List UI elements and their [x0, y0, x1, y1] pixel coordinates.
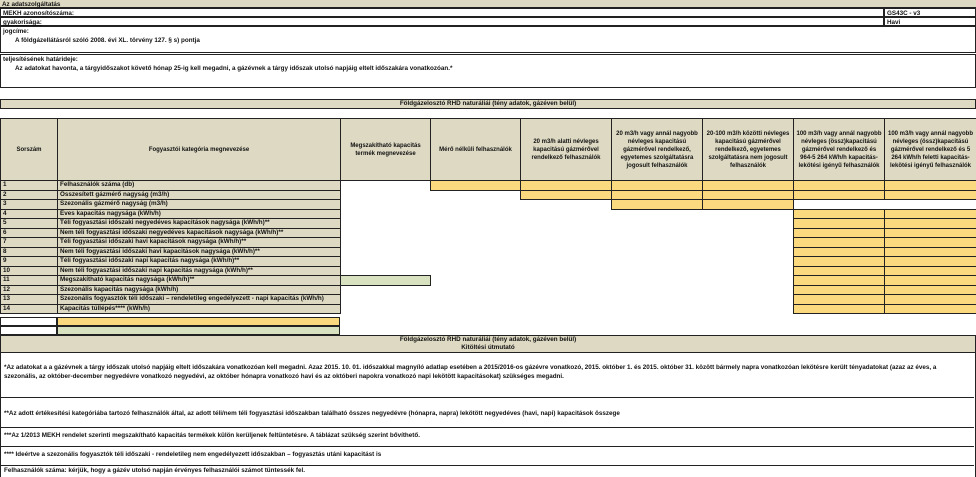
input-cell[interactable]	[612, 190, 703, 200]
empty-cell	[341, 181, 431, 191]
row-number: 4	[1, 209, 58, 219]
row-category-name: Megszakítható kapacitás nagysága (kWh/h)**	[58, 276, 341, 286]
guide-notes	[0, 353, 976, 477]
column-header-6: 20-100 m3/h közötti névleges kapacitású gázmérővel rendelkező, egyetemes szolgáltatásra nem jogosult felhasználók	[703, 119, 794, 181]
column-header-0: Sorszám	[1, 119, 58, 181]
empty-cell	[521, 200, 612, 210]
row-category-name: Téli fogyasztási időszaki napi kapacitás nagysága (kWh/h)**	[58, 257, 341, 267]
deadline-box	[0, 54, 976, 88]
empty-cell	[703, 266, 794, 276]
input-cell[interactable]	[885, 219, 976, 229]
empty-cell	[612, 238, 703, 248]
empty-cell	[703, 238, 794, 248]
capacity-table	[0, 118, 976, 314]
empty-cell	[612, 276, 703, 286]
empty-cell	[703, 219, 794, 229]
empty-cell	[612, 257, 703, 267]
input-cell[interactable]	[703, 200, 794, 210]
empty-cell	[431, 266, 521, 276]
empty-cell	[521, 209, 612, 219]
empty-cell	[341, 285, 431, 295]
column-header-5: 20 m3/h vagy annál nagyobb névleges kapacitású gázmérővel rendelkező, egyetemes szolgáltatásra jogosult felhasználók	[612, 119, 703, 181]
input-cell[interactable]	[431, 181, 521, 191]
empty-cell	[341, 266, 431, 276]
row-number: 10	[1, 266, 58, 276]
table-row	[1, 228, 976, 238]
input-cell[interactable]	[521, 190, 612, 200]
deadline-label: teljesítésének határideje:	[3, 56, 78, 63]
input-cell[interactable]	[885, 295, 976, 305]
table-row	[1, 295, 976, 305]
empty-cell	[341, 190, 431, 200]
empty-cell	[612, 295, 703, 305]
empty-cell	[703, 228, 794, 238]
empty-cell	[431, 190, 521, 200]
empty-cell	[431, 219, 521, 229]
empty-cell	[703, 276, 794, 286]
empty-cell	[521, 238, 612, 248]
empty-cell	[341, 209, 431, 219]
input-cell[interactable]	[794, 209, 885, 219]
table-row	[1, 190, 976, 200]
empty-cell	[703, 304, 794, 314]
empty-cell	[341, 228, 431, 238]
input-cell[interactable]	[794, 219, 885, 229]
input-cell[interactable]	[612, 200, 703, 210]
extra-input-cell-2[interactable]	[57, 326, 340, 335]
extra-num-cell-2[interactable]	[0, 326, 57, 335]
input-cell[interactable]	[794, 266, 885, 276]
empty-cell	[703, 257, 794, 267]
input-cell[interactable]	[885, 266, 976, 276]
deadline-text: Az adatokat havonta, a tárgyidőszakot követő hónap 25-ig kell megadni, a gázévnek a tárgy időszak utolsó napjáig eltelt időszakára vonatkozóan.*	[15, 65, 453, 72]
empty-cell	[612, 304, 703, 314]
row-number: 11	[1, 276, 58, 286]
column-header-8: 100 m3/h vagy annál nagyobb névleges (össz)kapacitású gázmérővel rendelkező és 5 264 kWh/h feletti kapacitás-lekötési igényű felhasználók	[885, 119, 976, 181]
guide-note-3: ***Az 1/2013 MEKH rendelet szerinti megszakítható kapacitás termékek külön kerüljenek feltüntetésre. A táblázat szükség szerint bővíthető.	[4, 432, 420, 439]
empty-cell	[341, 304, 431, 314]
input-cell[interactable]	[794, 295, 885, 305]
empty-cell	[794, 200, 885, 210]
empty-cell	[431, 276, 521, 286]
empty-cell	[612, 266, 703, 276]
empty-cell	[703, 295, 794, 305]
row-category-name: Téli fogyasztási időszaki negyedéves kapacitások nagysága (kWh/h)**	[58, 219, 341, 229]
empty-cell	[521, 247, 612, 257]
input-cell[interactable]	[521, 181, 612, 191]
mekh-value: GS43C - v3	[884, 8, 976, 17]
empty-cell	[612, 209, 703, 219]
input-cell[interactable]	[885, 257, 976, 267]
guide-subtitle: Kitöltési útmutató	[461, 344, 515, 351]
input-cell[interactable]	[885, 238, 976, 248]
empty-cell	[521, 219, 612, 229]
row-category-name: Szezonális fogyasztók téli időszaki – rendeletileg engedélyezett - napi kapacitás (kWh/h)	[58, 295, 341, 305]
row-number: 8	[1, 247, 58, 257]
legal-label: jogcíme:	[3, 28, 29, 35]
row-category-name: Nem téli fogyasztási időszaki negyedéves kapacitások nagysága (kWh/h)**	[58, 228, 341, 238]
row-number: 12	[1, 285, 58, 295]
empty-cell	[341, 247, 431, 257]
input-cell[interactable]	[794, 181, 885, 191]
table-row	[1, 247, 976, 257]
empty-cell	[521, 304, 612, 314]
column-header-4: 20 m3/h alatti névleges kapacitású gázmérővel rendelkező felhasználók	[521, 119, 612, 181]
empty-cell	[341, 219, 431, 229]
input-cell[interactable]	[885, 285, 976, 295]
empty-cell	[612, 228, 703, 238]
guide-title: Földgázelosztó RHD naturáliái (tény adatok, gázéven belül)	[399, 336, 577, 343]
input-cell[interactable]	[341, 276, 431, 286]
input-cell[interactable]	[794, 285, 885, 295]
row-number: 3	[1, 200, 58, 210]
empty-cell	[431, 238, 521, 248]
mekh-label: MEKH azonosítószáma:	[0, 8, 884, 17]
section-title: Az adatszolgáltatás	[0, 0, 976, 8]
input-cell[interactable]	[794, 304, 885, 314]
row-category-name: Éves kapacitás nagysága (kWh/h)	[58, 209, 341, 219]
row-number: 14	[1, 304, 58, 314]
empty-cell	[341, 295, 431, 305]
table-row	[1, 238, 976, 248]
empty-cell	[341, 257, 431, 267]
empty-cell	[521, 285, 612, 295]
empty-cell	[431, 209, 521, 219]
row-number: 7	[1, 238, 58, 248]
input-cell[interactable]	[885, 209, 976, 219]
input-cell[interactable]	[885, 181, 976, 191]
input-cell[interactable]	[612, 181, 703, 191]
row-category-name: Felhasználók száma (db)	[58, 181, 341, 191]
table-row	[1, 304, 976, 314]
guide-note-4: **** Ideértve a szezonális fogyasztók téli időszaki - rendeletileg nem engedélyezett időszakban – fogyasztás utáni kapacitást is	[4, 451, 382, 458]
table-row	[1, 266, 976, 276]
input-cell[interactable]	[703, 181, 794, 191]
table-row	[1, 285, 976, 295]
row-category-name: Kapacitás túllépés**** (kWh/h)	[58, 304, 341, 314]
input-cell[interactable]	[794, 228, 885, 238]
input-cell[interactable]	[885, 190, 976, 200]
empty-cell	[612, 247, 703, 257]
row-number: 6	[1, 228, 58, 238]
input-cell[interactable]	[885, 276, 976, 286]
table-row	[1, 219, 976, 229]
legal-basis-box	[0, 26, 976, 53]
empty-cell	[431, 247, 521, 257]
row-number: 2	[1, 190, 58, 200]
empty-cell	[885, 200, 976, 210]
empty-cell	[341, 238, 431, 248]
table-row	[1, 181, 976, 191]
column-header-7: 100 m3/h vagy annál nagyobb névleges (össz)kapacitású gázmérővel rendelkező és 964-5 264 kWh/h kapacitás-lekötési igényű felhasználók	[794, 119, 885, 181]
input-cell[interactable]	[885, 247, 976, 257]
row-category-name: Szezonális kapacitás nagysága (kWh/h)	[58, 285, 341, 295]
table-header-row	[1, 119, 976, 181]
input-cell[interactable]	[885, 228, 976, 238]
table-row	[1, 209, 976, 219]
row-number: 13	[1, 295, 58, 305]
legal-text: A földgázellátásról szóló 2008. évi XL. törvény 127. § s) pontja	[15, 37, 200, 44]
empty-cell	[521, 266, 612, 276]
table-row	[1, 200, 976, 210]
input-cell[interactable]	[885, 304, 976, 314]
frequency-label: gyakorisága:	[0, 17, 884, 26]
guide-note-5: Felhasználók száma: kérjük, hogy a gázév utolsó napján érvényes felhasználói számot tüntessék fel.	[4, 467, 305, 474]
empty-cell	[431, 304, 521, 314]
row-number: 1	[1, 181, 58, 191]
empty-cell	[431, 285, 521, 295]
empty-cell	[521, 295, 612, 305]
empty-cell	[521, 257, 612, 267]
table-row	[1, 276, 976, 286]
empty-cell	[612, 219, 703, 229]
row-category-name: Nem téli fogyasztási időszaki havi kapacitások nagysága (kWh/h)**	[58, 247, 341, 257]
column-header-3: Mérő nélküli felhasználók	[431, 119, 521, 181]
table-title: Földgázelosztó RHD naturáliái (tény adatok, gázéven belül)	[0, 99, 976, 109]
guide-note-2: **Az adott értékesítési kategóriába tartozó felhasználók által, az adott téli/nem téli fogyasztási időszakban található összes negyedévre (hónapra, napra) lekötött negyedéves (havi, napi) kapacitások összege	[4, 410, 620, 417]
empty-cell	[431, 295, 521, 305]
empty-cell	[612, 285, 703, 295]
input-cell[interactable]	[794, 238, 885, 248]
row-number: 9	[1, 257, 58, 267]
extra-input-cell-1[interactable]	[57, 317, 340, 326]
empty-cell	[703, 209, 794, 219]
row-number: 5	[1, 219, 58, 229]
guide-header	[0, 335, 976, 353]
column-header-1: Fogyasztói kategória megnevezése	[58, 119, 341, 181]
column-header-2: Megszakítható kapacitás termék megnevezése	[341, 119, 431, 181]
empty-cell	[521, 276, 612, 286]
input-cell[interactable]	[794, 247, 885, 257]
guide-note-1: *Az adatokat a a gázévnek a tárgy időszak utolsó napjáig eltelt időszakára vonatkozóan kell megadni. Azaz 2015. 10. 01. időszakkal magnyíló adatlap esetében a 2015/2016-os gázévre vonatkozó, 2015. október 1. és 2015. október 31. között bármely napra vonatkozóan lekötésre került tényadatokat (azaz az éves, a szezonális, az október-december negyedévre vonatkozó negyedévi, az október hónapra vonatkozó havi és az októberi napokra vonatkozó napi lekötött kapacitásokat) szükséges megadni.	[4, 364, 937, 380]
empty-cell	[703, 285, 794, 295]
row-category-name: Szezonális gázmérő nagyság (m3/h)	[58, 200, 341, 210]
row-category-name: Összesített gázmérő nagyság (m3/h)	[58, 190, 341, 200]
input-cell[interactable]	[794, 257, 885, 267]
extra-num-cell-1[interactable]	[0, 317, 57, 326]
empty-cell	[431, 257, 521, 267]
row-category-name: Nem téli fogyasztási időszaki napi kapacitás nagysága (kWh/h)**	[58, 266, 341, 276]
empty-cell	[703, 247, 794, 257]
empty-cell	[521, 228, 612, 238]
table-row	[1, 257, 976, 267]
input-cell[interactable]	[703, 190, 794, 200]
input-cell[interactable]	[794, 190, 885, 200]
row-category-name: Téli fogyasztási időszaki havi kapacitások nagysága (kWh/h)**	[58, 238, 341, 248]
empty-cell	[431, 228, 521, 238]
frequency-value: Havi	[884, 17, 976, 26]
input-cell[interactable]	[794, 276, 885, 286]
empty-cell	[341, 200, 431, 210]
empty-cell	[431, 200, 521, 210]
